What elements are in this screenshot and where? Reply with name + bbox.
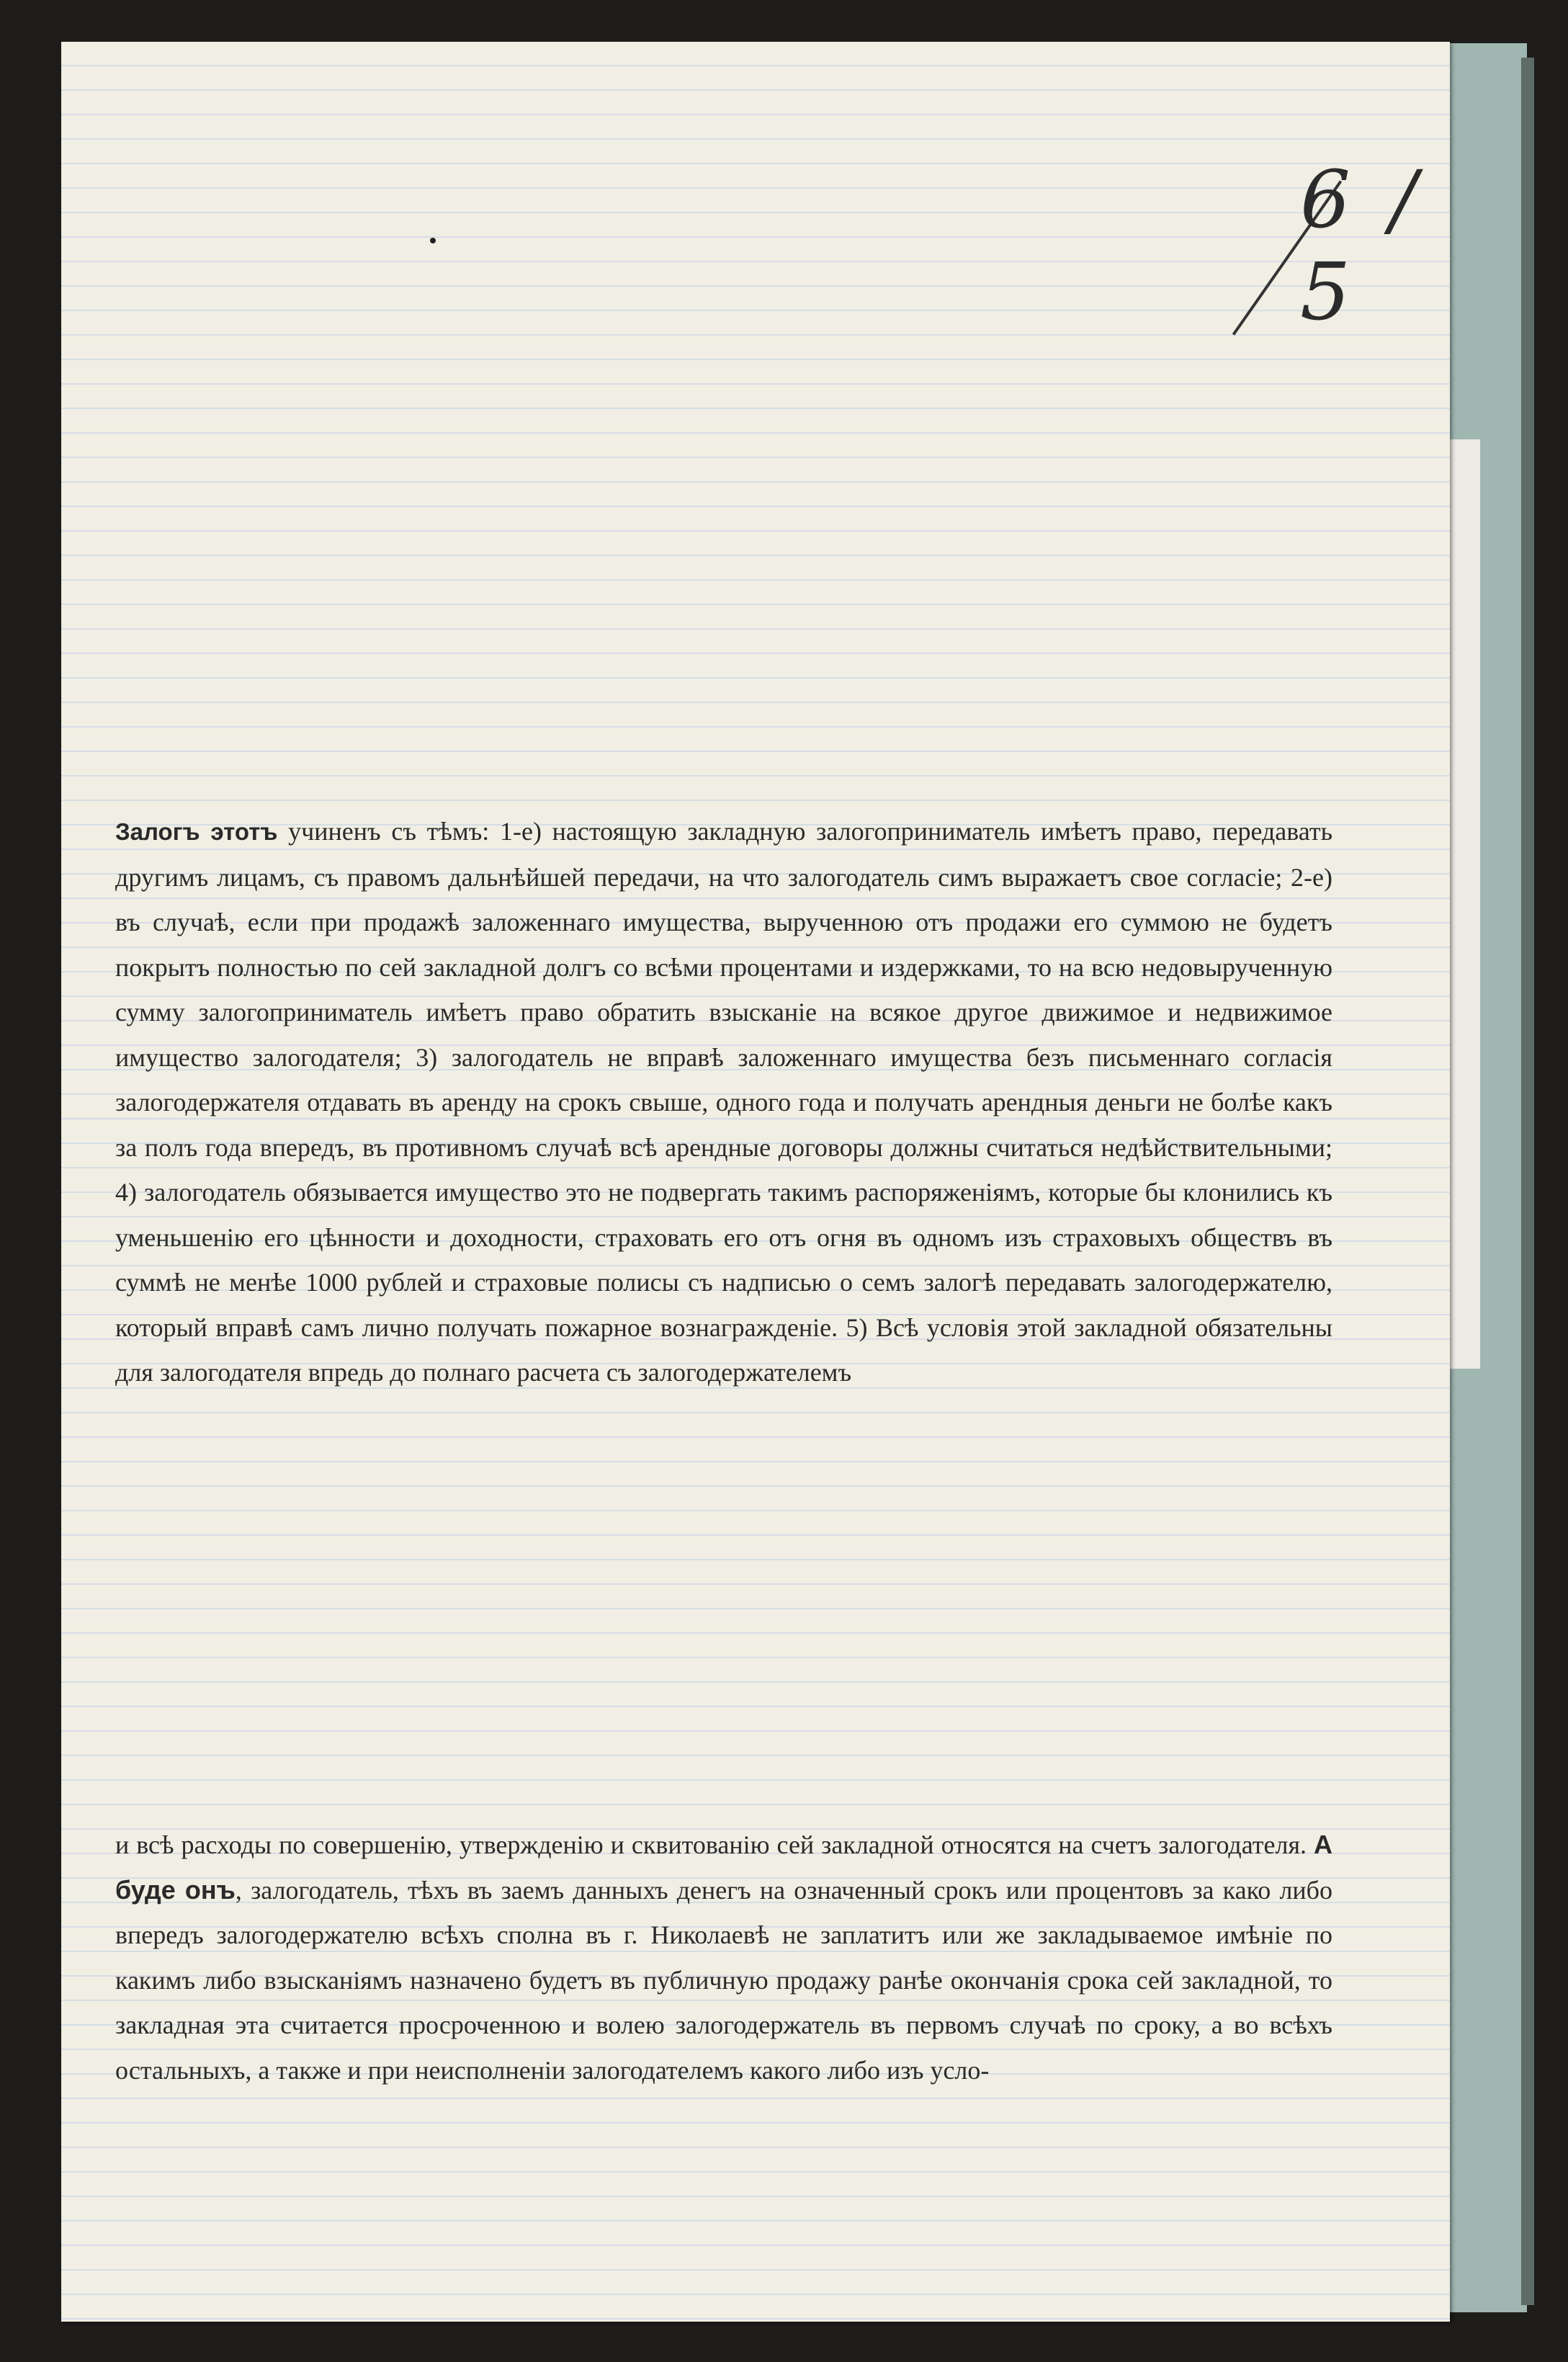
expenses-text-1: и всѣ расходы по совершенію, утвержденію и сквитованію сей закладной относятся на счетъ залогодателя.: [115, 1830, 1307, 1859]
ink-dot: [430, 238, 436, 243]
expenses-lead: А буде онъ: [115, 1830, 1340, 1905]
expenses-paragraph: [115, 1822, 1340, 2093]
folio-number: 6 / 5: [1300, 153, 1425, 338]
clause-text: учиненъ съ тѣмъ: 1-е) настоящую закладную залогоприниматель имѣетъ право, передавать другимъ лицамъ, съ правомъ дальнѣйшей передачи, на что залогодатель симъ выражаетъ свое согласіе; 2-е) въ случаѣ, если при продажѣ заложеннаго имущества, вырученною отъ продажи его суммою не будетъ покрытъ полностью по сей закладной долгъ со всѣми процентами и издержками, то на всю недовырученную сумму залогоприниматель имѣетъ право обратить взысканіе на всякое другое движимое и недвижимое имущество залогодателя; 3) залогодатель не вправѣ заложеннаго имущества безъ письменнаго согласія залогодержателя отдавать въ аренду на срокъ свыше, одного года и получать арендныя деньги не болѣе какъ за полъ года впередъ, въ противномъ случаѣ всѣ арендные договоры должны считаться недѣйствительными; 4) залогодатель обязывается имущество это не подвергать такимъ распоряженіямъ, которые бы клонились къ уменьшенію его цѣнности и доходности, страховать его отъ огня въ одномъ изъ страховыхъ обществъ въ суммѣ не менѣе 1000 рублей и страховые полисы съ надписью о семъ залогѣ передавать залогодержателю, который вправѣ самъ лично получать пожарное вознагражденіе. 5) Всѣ условія этой закладной обязательны для залогодателя впредь до полнаго расчета съ залогодержателемъ: [115, 817, 1339, 1387]
folder-edge: [1521, 58, 1534, 2305]
clause-paragraph: [115, 809, 1339, 1395]
clause-lead: Залогъ этотъ: [115, 818, 278, 845]
expenses-text-2: , залогодатель, тѣхъ въ заемъ данныхъ денегъ на означенный срокъ или процентовъ за како либо впередъ залогодержателю всѣхъ сполна въ г. Николаевѣ не заплатитъ или же закладываемое имѣніе по какимъ либо взысканіямъ назначено будетъ въ публичную продажу ранѣе окончанія срока сей закладной, то закладная эта считается просроченною и волею залогодержатель въ первомъ случаѣ по сроку, а во всѣхъ остальныхъ, а также и при неисполненіи залогодателемъ какого либо изъ усло-: [115, 1875, 1339, 2085]
